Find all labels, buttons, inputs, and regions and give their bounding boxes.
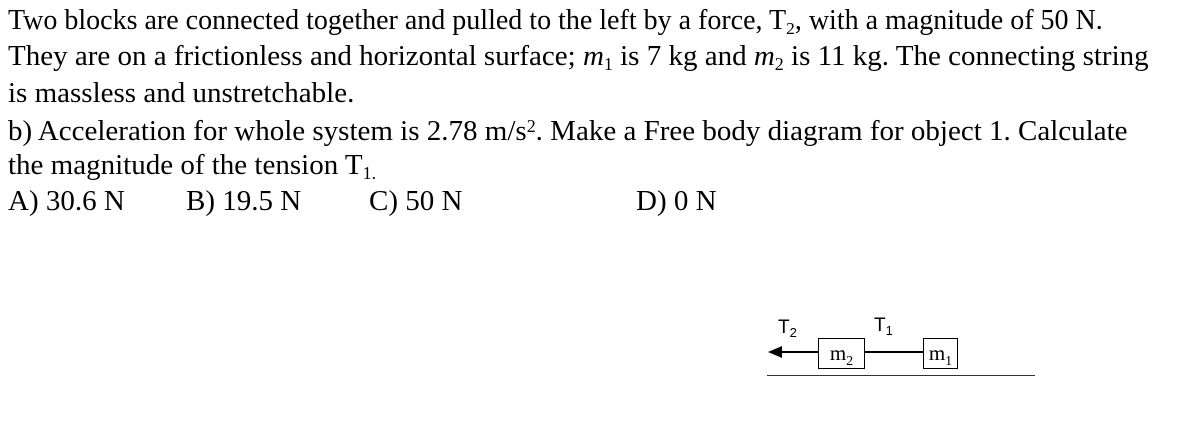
- choice-b: B) 19.5 N: [186, 185, 302, 217]
- t2-label-text: T: [778, 317, 790, 338]
- tension-t2-line: [781, 351, 818, 353]
- m1-subscript: 1: [603, 54, 613, 75]
- problem-line-5: [8, 149, 377, 184]
- t1-subscript: 1.: [362, 163, 377, 184]
- problem-line-4-end: . Make a Free body diagram for object 1. Calculate: [535, 115, 1128, 147]
- problem-line-2-start: They are on a frictionless and horizontal surface;: [8, 40, 583, 72]
- t2-label-subscript: 2: [789, 325, 797, 340]
- t2-label: [778, 318, 797, 338]
- m2-subscript: 2: [774, 54, 784, 75]
- horizontal-surface: [767, 375, 1035, 376]
- problem-line-3: is massless and unstretchable.: [8, 77, 355, 109]
- connecting-string: [865, 351, 923, 353]
- problem-line-1-end: , with a magnitude of 50 N.: [794, 5, 1103, 36]
- choice-a: A) 30.6 N: [8, 185, 125, 217]
- problem-line-2-end: is 11 kg. The connecting string: [783, 40, 1149, 72]
- problem-line-1: [8, 4, 1103, 37]
- problem-line-4-start: b) Acceleration for whole system is 2.78 m/s: [8, 115, 527, 147]
- acceleration-exponent: 2: [526, 115, 536, 136]
- t2-subscript: 2: [786, 18, 795, 38]
- block-m1: [923, 338, 958, 369]
- problem-line-2: [8, 40, 1149, 75]
- t1-label: [874, 316, 893, 336]
- block-m2: [818, 338, 865, 369]
- block-m2-label: m: [829, 341, 847, 365]
- problem-line-5-start: the magnitude of the tension T: [8, 149, 363, 181]
- block-m2-subscript: 2: [846, 354, 854, 369]
- choice-c: C) 50 N: [369, 185, 463, 217]
- m2-symbol: m: [753, 40, 775, 72]
- block-m1-subscript: 1: [945, 354, 953, 369]
- problem-line-2-middle: is 7 kg and: [612, 40, 754, 72]
- block-m1-label: m: [928, 341, 946, 365]
- choice-d: D) 0 N: [636, 185, 717, 217]
- t1-label-subscript: 1: [885, 323, 893, 338]
- t1-label-text: T: [874, 315, 886, 336]
- left-arrow-icon: [768, 346, 782, 358]
- m1-symbol: m: [582, 40, 604, 72]
- problem-line-1-start: Two blocks are connected together and pulled to the left by a force, T: [8, 5, 787, 36]
- problem-line-4: [8, 115, 1128, 147]
